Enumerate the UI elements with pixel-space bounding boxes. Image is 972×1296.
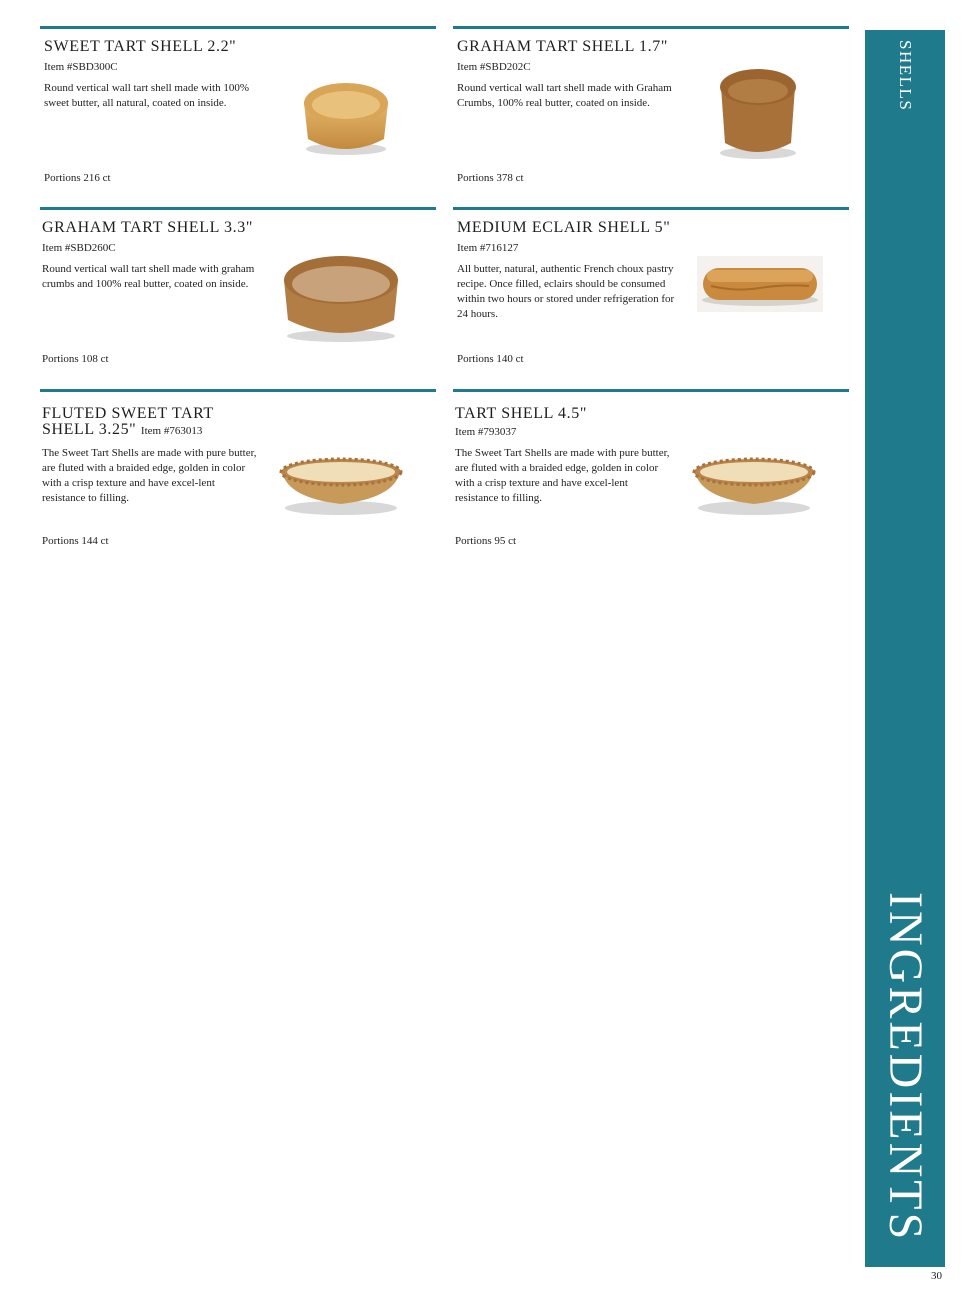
product-portions: Portions 108 ct: [42, 353, 109, 365]
section-label: SHELLS: [896, 40, 915, 112]
product-description: All butter, natural, authentic French choux pastry recipe. Once filled, eclairs should be consumed within two hours or stored under refrigeration for 24 hours.: [457, 263, 675, 320]
product-description: Round vertical wall tart shell made with Graham Crumbs, 100% real butter, coated on inside.: [457, 82, 672, 109]
product-portions: Portions 216 ct: [44, 172, 111, 184]
fluted-shell-photo: [691, 454, 817, 518]
product-item-number: Item #SBD202C: [457, 61, 531, 73]
wide-graham-shell-photo: [280, 248, 402, 344]
product-title-line1: FLUTED SWEET TART: [42, 405, 214, 422]
page-number: 30: [931, 1270, 942, 1282]
product-card-fluted-sweet-tart-shell-3-25: [40, 389, 436, 562]
product-item-number: Item #SBD300C: [44, 61, 118, 73]
product-portions: Portions 144 ct: [42, 535, 109, 547]
product-card-graham-tart-shell-3-3: [40, 207, 436, 380]
product-card-graham-tart-shell-1-7: [453, 26, 849, 199]
tart-shell-photo: [298, 69, 394, 159]
product-title: [42, 406, 214, 439]
product-title: TART SHELL 4.5": [455, 405, 587, 422]
product-card-medium-eclair-shell-5: [453, 207, 849, 380]
product-card-tart-shell-4-5: [453, 389, 849, 562]
product-card-sweet-tart-shell-2-2: [40, 26, 436, 199]
product-portions: Portions 95 ct: [455, 535, 517, 547]
category-label: INGREDIENTS: [879, 892, 932, 1243]
product-item-number: Item #SBD260C: [42, 242, 116, 254]
product-item-number: Item #716127: [457, 242, 519, 254]
eclair-photo: [697, 256, 823, 312]
product-description: The Sweet Tart Shells are made with pure butter, are fluted with a braided edge, golden in color with a crisp texture and have excel-lent resistance to filling.: [42, 447, 257, 504]
product-description: The Sweet Tart Shells are made with pure butter, are fluted with a braided edge, golden in color with a crisp texture and have excel-lent resistance to filling.: [455, 447, 670, 504]
product-description: Round vertical wall tart shell made with graham crumbs and 100% real butter, coated on inside.: [42, 263, 255, 290]
fluted-shell-photo: [278, 454, 404, 518]
product-title-line2-text: SHELL 3.25": [42, 421, 137, 438]
product-title: MEDIUM ECLAIR SHELL 5": [457, 219, 671, 236]
product-title: SWEET TART SHELL 2.2": [44, 38, 237, 55]
product-title: GRAHAM TART SHELL 3.3": [42, 219, 253, 236]
product-item-number: Item #793037: [455, 426, 517, 438]
product-title-line2: [42, 422, 214, 439]
product-portions: Portions 378 ct: [457, 172, 524, 184]
section-sidebar: [865, 30, 945, 1267]
product-title: GRAHAM TART SHELL 1.7": [457, 38, 668, 55]
product-item-number: Item #763013: [140, 425, 203, 437]
graham-shell-photo: [713, 65, 803, 161]
product-description: Round vertical wall tart shell made with 100% sweet butter, all natural, coated on inside.: [44, 82, 249, 109]
product-portions: Portions 140 ct: [457, 353, 524, 365]
